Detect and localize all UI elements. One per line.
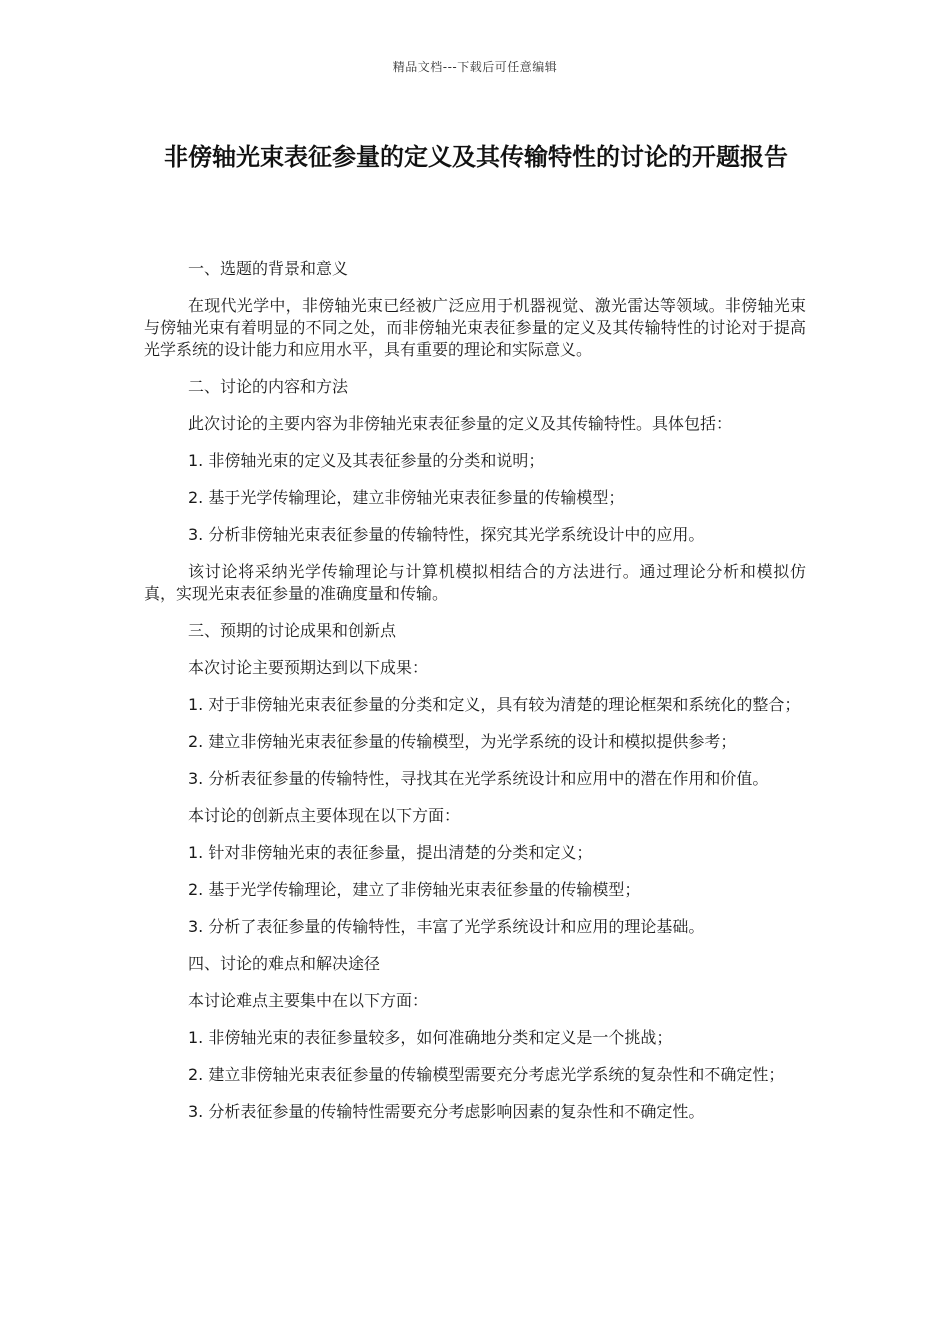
list-item-content-1: 1. 非傍轴光束的定义及其表征参量的分类和说明； — [188, 451, 545, 470]
paragraph-background: 在现代光学中，非傍轴光束已经被广泛应用于机器视觉、激光雷达等领域。非傍轴光束与傍轴光束有着明显的不同之处，而非傍轴光束表征参量的定义及其传输特性的讨论对于提高光学系统的设计能力和应用水平，具有重要的理论和实际意义。 — [144, 296, 806, 359]
list-item-outcome-1: 1. 对于非傍轴光束表征参量的分类和定义，具有较为清楚的理论框架和系统化的整合； — [188, 695, 801, 714]
paragraph-difficulties-intro: 本讨论难点主要集中在以下方面： — [188, 991, 429, 1010]
header-note: 精品文档---下载后可任意编辑 — [392, 60, 558, 74]
list-item-innovation-2: 2. 基于光学传输理论，建立了非傍轴光束表征参量的传输模型； — [188, 880, 641, 899]
document-title: 非傍轴光束表征参量的定义及其传输特性的讨论的开题报告 — [164, 143, 788, 171]
list-item-outcome-2: 2. 建立非傍轴光束表征参量的传输模型，为光学系统的设计和模拟提供参考； — [188, 732, 737, 751]
document-body — [144, 258, 806, 1138]
list-item-content-3: 3. 分析非傍轴光束表征参量的传输特性，探究其光学系统设计中的应用。 — [188, 525, 705, 544]
list-item-outcome-3: 3. 分析表征参量的传输特性，寻找其在光学系统设计和应用中的潜在作用和价值。 — [188, 769, 769, 788]
section-heading-difficulties: 四、讨论的难点和解决途径 — [188, 954, 381, 973]
list-item-innovation-3: 3. 分析了表征参量的传输特性，丰富了光学系统设计和应用的理论基础。 — [188, 917, 705, 936]
section-heading-outcomes: 三、预期的讨论成果和创新点 — [188, 621, 397, 640]
paragraph-content-intro: 此次讨论的主要内容为非傍轴光束表征参量的定义及其传输特性。具体包括： — [188, 414, 733, 433]
list-item-difficulty-3: 3. 分析表征参量的传输特性需要充分考虑影响因素的复杂性和不确定性。 — [188, 1102, 705, 1121]
list-item-innovation-1: 1. 针对非傍轴光束的表征参量，提出清楚的分类和定义； — [188, 843, 593, 862]
section-heading-background: 一、选题的背景和意义 — [188, 259, 349, 278]
list-item-difficulty-2: 2. 建立非傍轴光束表征参量的传输模型需要充分考虑光学系统的复杂性和不确定性； — [188, 1065, 785, 1084]
list-item-difficulty-1: 1. 非傍轴光束的表征参量较多，如何准确地分类和定义是一个挑战； — [188, 1028, 673, 1047]
section-heading-content-method: 二、讨论的内容和方法 — [188, 377, 349, 396]
paragraph-innovation-intro: 本讨论的创新点主要体现在以下方面： — [188, 806, 461, 825]
paragraph-outcomes-intro: 本次讨论主要预期达到以下成果： — [188, 658, 429, 677]
paragraph-method: 该讨论将采纳光学传输理论与计算机模拟相结合的方法进行。通过理论分析和模拟仿真，实现光束表征参量的准确度量和传输。 — [144, 562, 806, 603]
list-item-content-2: 2. 基于光学传输理论，建立非傍轴光束表征参量的传输模型； — [188, 488, 625, 507]
